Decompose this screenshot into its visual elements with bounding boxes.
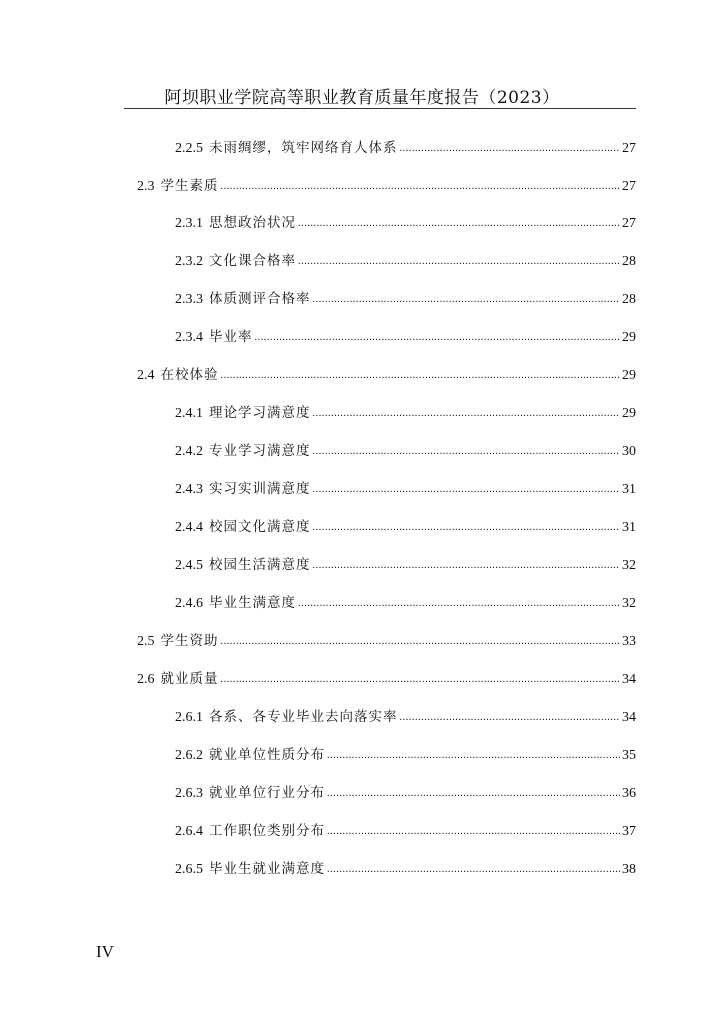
toc-entry-title: 毕业生满意度 (209, 595, 296, 611)
toc-entry-number: 2.4 (137, 368, 155, 383)
toc-entry-title: 在校体验 (160, 367, 219, 383)
toc-entry[interactable] (175, 404, 636, 422)
toc-entry-number: 2.6.5 (175, 862, 203, 877)
toc-leader-dots (221, 178, 621, 196)
toc-entry[interactable] (175, 328, 636, 346)
toc-entry-page: 28 (622, 292, 636, 307)
toc-entry-number: 2.3.3 (175, 292, 203, 307)
toc-entry-page: 34 (622, 710, 636, 725)
toc-entry-number: 2.3 (137, 179, 155, 194)
toc-entry[interactable] (137, 632, 636, 650)
page-header-title: 阿坝职业学院高等职业教育质量年度报告（2023） (164, 88, 560, 108)
toc-entry[interactable] (137, 177, 636, 195)
toc-leader-dots (298, 253, 620, 271)
toc-leader-dots (221, 367, 621, 385)
toc-entry-number: 2.6 (137, 672, 155, 687)
toc-entry[interactable] (175, 746, 636, 764)
toc-entry-number: 2.3.1 (175, 216, 203, 231)
toc-entry-title: 工作职位类别分布 (209, 823, 325, 839)
toc-leader-dots (298, 215, 620, 233)
toc-entry-title: 实习实训满意度 (209, 481, 311, 497)
toc-entry-page: 37 (622, 824, 636, 839)
toc-entry-number: 2.4.3 (175, 482, 203, 497)
toc-entry-title: 文化课合格率 (209, 253, 296, 269)
toc-entry-number: 2.4.2 (175, 444, 203, 459)
toc-entry[interactable] (175, 290, 636, 308)
toc-entry-number: 2.3.4 (175, 330, 203, 345)
toc-entry-title: 学生资助 (160, 633, 219, 649)
toc-entry-number: 2.3.2 (175, 254, 203, 269)
toc-entry-page: 33 (622, 634, 636, 649)
toc-leader-dots (327, 861, 620, 879)
toc-entry-title: 专业学习满意度 (209, 443, 311, 459)
toc-entry-page: 36 (622, 786, 636, 801)
toc-entry-title: 校园文化满意度 (209, 519, 311, 535)
toc-entry-number: 2.6.1 (175, 710, 203, 725)
toc-entry[interactable] (175, 822, 636, 840)
toc-entry-title: 未雨绸缪，筑牢网络育人体系 (209, 140, 398, 156)
toc-entry-page: 31 (622, 482, 636, 497)
toc-entry-title: 学生素质 (160, 178, 219, 194)
toc-entry[interactable] (175, 860, 636, 878)
toc-entry-title: 就业单位行业分布 (209, 785, 325, 801)
toc-leader-dots (313, 405, 621, 423)
toc-leader-dots (400, 709, 621, 727)
toc-entry-page: 35 (622, 748, 636, 763)
toc-leader-dots (313, 291, 621, 309)
toc-entry[interactable] (175, 139, 636, 157)
toc-leader-dots (255, 329, 621, 347)
toc-entry-title: 思想政治状况 (209, 215, 296, 231)
toc-entry-page: 29 (622, 330, 636, 345)
toc-leader-dots (221, 671, 621, 689)
toc-entry-number: 2.6.2 (175, 748, 203, 763)
toc-leader-dots (298, 595, 620, 613)
toc-leader-dots (400, 140, 621, 158)
toc-entry-title: 理论学习满意度 (209, 405, 311, 421)
toc-entry-number: 2.4.5 (175, 558, 203, 573)
toc-entry-page: 31 (622, 520, 636, 535)
toc-entry-number: 2.4.4 (175, 520, 203, 535)
toc-entry-page: 34 (622, 672, 636, 687)
toc-entry-number: 2.5 (137, 634, 155, 649)
toc-entry[interactable] (137, 670, 636, 688)
toc-entry-page: 38 (622, 862, 636, 877)
toc-entry-page: 32 (622, 596, 636, 611)
toc-entry-page: 27 (622, 216, 636, 231)
toc-entry-number: 2.2.5 (175, 141, 203, 156)
toc-entry-page: 32 (622, 558, 636, 573)
toc-entry[interactable] (175, 784, 636, 802)
toc-entry-page: 30 (622, 444, 636, 459)
toc-entry-page: 27 (622, 141, 636, 156)
toc-leader-dots (313, 481, 621, 499)
toc-leader-dots (327, 823, 620, 841)
toc-leader-dots (313, 443, 621, 461)
toc-leader-dots (327, 785, 620, 803)
toc-entry-title: 就业质量 (160, 671, 219, 687)
toc-entry-number: 2.6.4 (175, 824, 203, 839)
toc-leader-dots (313, 519, 621, 537)
toc-entry[interactable] (175, 252, 636, 270)
toc-leader-dots (221, 633, 621, 651)
toc-leader-dots (327, 747, 620, 765)
toc-entry[interactable] (175, 442, 636, 460)
toc-entry-title: 校园生活满意度 (209, 557, 311, 573)
toc-entry-number: 2.6.3 (175, 786, 203, 801)
toc-entry[interactable] (175, 480, 636, 498)
toc-entry[interactable] (137, 366, 636, 384)
toc-entry-page: 29 (622, 368, 636, 383)
toc-entry[interactable] (175, 708, 636, 726)
toc-entry[interactable] (175, 518, 636, 536)
toc-entry-title: 毕业率 (209, 329, 253, 345)
toc-entry-number: 2.4.1 (175, 406, 203, 421)
toc-entry[interactable] (175, 556, 636, 574)
toc-leader-dots (313, 557, 621, 575)
toc-entry[interactable] (175, 214, 636, 232)
toc-entry-title: 各系、各专业毕业去向落实率 (209, 709, 398, 725)
toc-entry-page: 27 (622, 179, 636, 194)
toc-entry-page: 28 (622, 254, 636, 269)
toc-entry-title: 就业单位性质分布 (209, 747, 325, 763)
footer-page-number: IV (96, 942, 114, 961)
toc-entry-title: 毕业生就业满意度 (209, 861, 325, 877)
toc-entry[interactable] (175, 594, 636, 612)
toc-entry-page: 29 (622, 406, 636, 421)
toc-entry-number: 2.4.6 (175, 596, 203, 611)
toc-entry-title: 体质测评合格率 (209, 291, 311, 307)
